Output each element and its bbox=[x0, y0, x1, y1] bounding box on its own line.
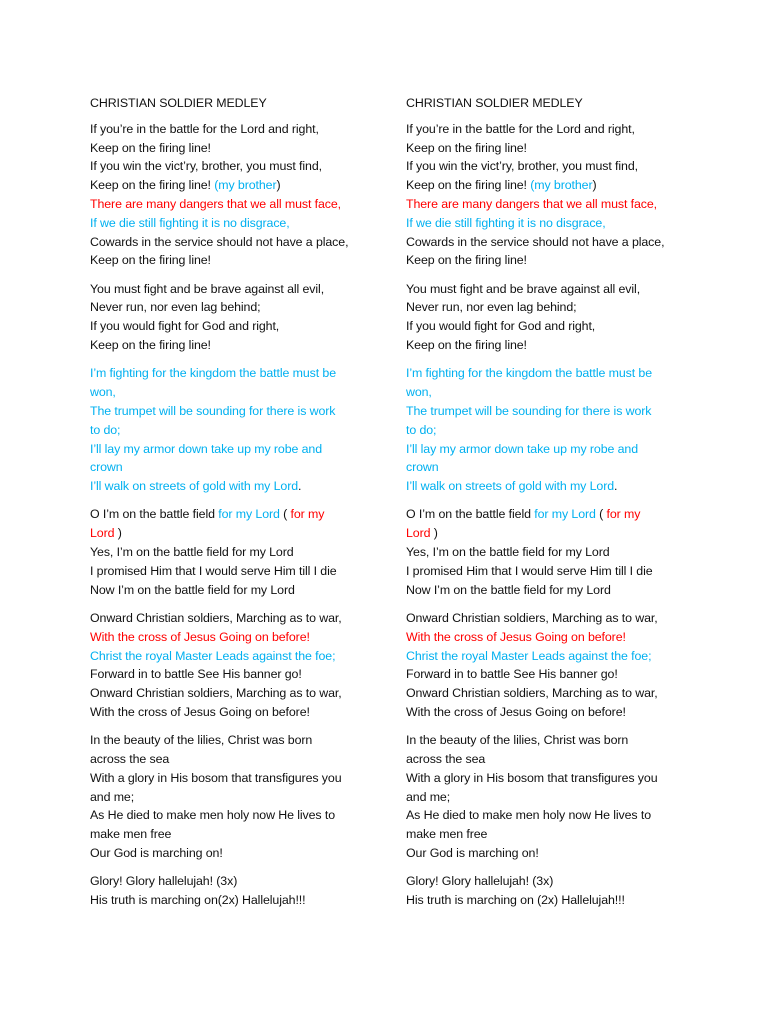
stanza bbox=[90, 505, 390, 599]
lyric-line bbox=[90, 769, 390, 788]
lyric-text: I promised Him that I would serve Him till I die bbox=[90, 563, 337, 578]
lyric-text: won, bbox=[90, 385, 116, 400]
lyric-text: The trumpet will be sounding for there is work bbox=[406, 403, 652, 418]
lyric-line bbox=[406, 402, 706, 421]
lyric-line bbox=[90, 251, 390, 270]
lyric-line bbox=[406, 543, 706, 562]
lyric-text: Onward Christian soldiers, Marching as to war, bbox=[406, 686, 658, 701]
lyric-text: You must fight and be brave against all evil, bbox=[90, 281, 325, 296]
lyric-text: Forward in to battle See His banner go! bbox=[406, 667, 618, 682]
lyric-line bbox=[406, 769, 706, 788]
lyric-text: I’m fighting for the kingdom the battle must be bbox=[406, 366, 652, 381]
lyric-line bbox=[406, 214, 706, 233]
lyric-text: If we die still fighting it is no disgrace, bbox=[90, 215, 290, 230]
lyric-text: There are many dangers that we all must face, bbox=[90, 196, 342, 211]
lyric-line bbox=[90, 458, 390, 477]
lyric-text: ) bbox=[114, 526, 122, 541]
lyric-line bbox=[90, 477, 390, 496]
lyric-line bbox=[406, 477, 706, 496]
lyric-line bbox=[406, 336, 706, 355]
lyric-line bbox=[406, 750, 706, 769]
lyric-text: Onward Christian soldiers, Marching as to war, bbox=[406, 610, 658, 625]
lyric-text: I’ll lay my armor down take up my robe and bbox=[90, 441, 323, 456]
stanza bbox=[90, 731, 390, 863]
lyric-text: The trumpet will be sounding for there is work bbox=[90, 403, 336, 418]
lyric-line bbox=[406, 562, 706, 581]
lyric-line bbox=[406, 364, 706, 383]
lyric-text: (my brother bbox=[530, 178, 593, 193]
stanza-list bbox=[90, 120, 390, 910]
lyric-line bbox=[406, 120, 706, 139]
lyric-line bbox=[90, 750, 390, 769]
lyric-text: (my brother bbox=[214, 178, 277, 193]
stanza-list bbox=[406, 120, 706, 910]
lyric-text: If you win the vict’ry, brother, you must find, bbox=[406, 159, 638, 174]
lyric-text: make men free bbox=[406, 827, 488, 842]
lyric-line bbox=[406, 731, 706, 750]
lyric-line bbox=[406, 195, 706, 214]
lyric-text: With the cross of Jesus Going on before! bbox=[406, 704, 626, 719]
lyric-line bbox=[90, 383, 390, 402]
lyric-text: His truth is marching on(2x) Hallelujah!!! bbox=[90, 893, 306, 908]
lyric-text: Never run, nor even lag behind; bbox=[90, 300, 261, 315]
lyric-line bbox=[406, 139, 706, 158]
lyric-text: ) bbox=[592, 178, 597, 193]
lyric-line bbox=[90, 609, 390, 628]
lyric-text: I’ll walk on streets of gold with my Lord bbox=[406, 479, 615, 494]
lyric-line bbox=[90, 684, 390, 703]
lyric-line bbox=[406, 383, 706, 402]
lyric-line bbox=[406, 891, 706, 910]
stanza bbox=[90, 609, 390, 722]
lyric-text: O I’m on the battle field bbox=[406, 507, 535, 522]
lyric-line bbox=[90, 891, 390, 910]
lyric-line bbox=[406, 176, 706, 195]
stanza bbox=[90, 872, 390, 910]
lyric-line bbox=[406, 505, 706, 524]
lyric-line bbox=[406, 298, 706, 317]
lyric-text: Glory! Glory hallelujah! (3x) bbox=[90, 874, 238, 889]
stanza bbox=[406, 609, 706, 722]
lyric-line bbox=[406, 788, 706, 807]
lyric-line bbox=[90, 402, 390, 421]
lyric-text: crown bbox=[90, 460, 123, 475]
lyric-line bbox=[90, 562, 390, 581]
lyric-text: Onward Christian soldiers, Marching as to war, bbox=[90, 686, 342, 701]
lyric-text: across the sea bbox=[406, 752, 486, 766]
lyric-text: ) bbox=[430, 526, 438, 541]
lyric-line bbox=[406, 251, 706, 270]
lyric-line bbox=[406, 628, 706, 647]
lyric-text: to do; bbox=[90, 422, 121, 437]
lyric-text: Cowards in the service should not have a place, bbox=[406, 234, 665, 249]
lyric-line bbox=[90, 336, 390, 355]
lyric-text: . bbox=[298, 479, 302, 494]
lyric-text: If you would fight for God and right, bbox=[406, 319, 596, 334]
lyric-text: You must fight and be brave against all evil, bbox=[406, 281, 641, 296]
lyric-line bbox=[90, 543, 390, 562]
lyric-text: Our God is marching on! bbox=[406, 845, 539, 860]
lyric-text: won, bbox=[406, 385, 432, 400]
lyric-line bbox=[90, 806, 390, 825]
lyric-text: I’ll lay my armor down take up my robe and bbox=[406, 441, 639, 456]
lyric-line bbox=[406, 609, 706, 628]
lyric-text: make men free bbox=[90, 827, 172, 842]
lyric-line bbox=[90, 233, 390, 252]
lyric-text: Keep on the firing line! bbox=[406, 338, 527, 353]
lyric-line bbox=[90, 581, 390, 600]
lyric-line bbox=[406, 233, 706, 252]
lyric-text: With the cross of Jesus Going on before! bbox=[90, 704, 310, 719]
stanza bbox=[406, 731, 706, 863]
lyric-text: Never run, nor even lag behind; bbox=[406, 300, 577, 315]
lyric-text: As He died to make men holy now He lives to bbox=[90, 808, 336, 823]
lyric-text: and me; bbox=[406, 789, 451, 804]
lyric-text: I promised Him that I would serve Him till I die bbox=[406, 563, 653, 578]
lyric-text: Christ the royal Master Leads against the foe; bbox=[90, 648, 336, 663]
lyric-line bbox=[90, 647, 390, 666]
lyric-line bbox=[90, 505, 390, 524]
lyric-text: Lord bbox=[90, 526, 115, 541]
lyric-line bbox=[90, 628, 390, 647]
lyric-text: Forward in to battle See His banner go! bbox=[90, 667, 302, 682]
lyric-line bbox=[90, 364, 390, 383]
lyric-line bbox=[406, 872, 706, 891]
stanza bbox=[406, 120, 706, 270]
lyric-text: crown bbox=[406, 460, 439, 475]
lyric-line bbox=[90, 120, 390, 139]
lyric-text: for my Lord bbox=[534, 507, 596, 522]
lyric-line bbox=[406, 157, 706, 176]
stanza bbox=[90, 280, 390, 355]
lyric-text: Keep on the firing line! bbox=[406, 178, 531, 193]
lyric-text: If you would fight for God and right, bbox=[90, 319, 280, 334]
stanza bbox=[406, 364, 706, 496]
lyric-text: With the cross of Jesus Going on before! bbox=[406, 629, 626, 644]
lyric-line bbox=[406, 806, 706, 825]
lyric-line bbox=[90, 788, 390, 807]
lyric-text: . bbox=[614, 479, 618, 494]
lyric-line bbox=[406, 665, 706, 684]
lyric-line bbox=[406, 317, 706, 336]
lyric-line bbox=[406, 684, 706, 703]
lyric-line bbox=[406, 280, 706, 299]
lyric-text: In the beauty of the lilies, Christ was born bbox=[90, 733, 313, 748]
lyric-text: Keep on the firing line! bbox=[406, 140, 527, 155]
lyric-line bbox=[90, 139, 390, 158]
lyric-text: for my Lord bbox=[218, 507, 280, 522]
lyric-text: If we die still fighting it is no disgrace, bbox=[406, 215, 606, 230]
lyric-line bbox=[90, 731, 390, 750]
lyric-line bbox=[90, 421, 390, 440]
lyric-text: I’m fighting for the kingdom the battle must be bbox=[90, 366, 336, 381]
lyric-text: Lord bbox=[406, 526, 431, 541]
lyric-line bbox=[90, 317, 390, 336]
lyric-line bbox=[406, 458, 706, 477]
lyric-text: Keep on the firing line! bbox=[90, 140, 211, 155]
stanza bbox=[90, 364, 390, 496]
lyric-line bbox=[90, 872, 390, 891]
stanza bbox=[90, 120, 390, 270]
lyric-line bbox=[406, 844, 706, 863]
stanza bbox=[406, 280, 706, 355]
lyric-line bbox=[90, 176, 390, 195]
lyric-line bbox=[406, 647, 706, 666]
lyric-text: and me; bbox=[90, 789, 135, 804]
lyric-line bbox=[90, 844, 390, 863]
lyric-line bbox=[90, 298, 390, 317]
lyric-line bbox=[90, 214, 390, 233]
lyric-text: Keep on the firing line! bbox=[90, 178, 215, 193]
lyric-line bbox=[90, 440, 390, 459]
lyric-text: Yes, I’m on the battle field for my Lord bbox=[406, 545, 610, 560]
lyric-line bbox=[90, 825, 390, 844]
lyric-text: With a glory in His bosom that transfigures you bbox=[90, 770, 342, 785]
lyric-text: I’ll walk on streets of gold with my Lord bbox=[90, 479, 299, 494]
lyric-line bbox=[406, 421, 706, 440]
lyric-line bbox=[406, 581, 706, 600]
lyric-text: There are many dangers that we all must face, bbox=[406, 196, 658, 211]
stanza bbox=[406, 505, 706, 599]
lyric-text: Onward Christian soldiers, Marching as to war, bbox=[90, 610, 342, 625]
song-title: CHRISTIAN SOLDIER MEDLEY bbox=[406, 96, 583, 110]
lyric-line bbox=[406, 524, 706, 543]
lyric-text: ) bbox=[276, 178, 281, 193]
lyric-text: Keep on the firing line! bbox=[90, 338, 211, 353]
lyrics-column-left bbox=[90, 94, 390, 919]
lyric-text: for my bbox=[606, 507, 641, 522]
lyric-text: If you win the vict’ry, brother, you must find, bbox=[90, 159, 322, 174]
stanza bbox=[406, 872, 706, 910]
lyric-text: Yes, I’m on the battle field for my Lord bbox=[90, 545, 294, 560]
lyric-text: Keep on the firing line! bbox=[406, 253, 527, 268]
lyrics-column-right bbox=[406, 94, 706, 919]
lyric-text: If you’re in the battle for the Lord and right, bbox=[90, 121, 319, 136]
lyric-line bbox=[90, 703, 390, 722]
lyric-text: With the cross of Jesus Going on before! bbox=[90, 629, 310, 644]
lyric-text: Now I’m on the battle field for my Lord bbox=[406, 582, 611, 597]
lyric-text: With a glory in His bosom that transfigures you bbox=[406, 770, 658, 785]
lyric-line bbox=[406, 825, 706, 844]
lyric-text: O I’m on the battle field bbox=[90, 507, 219, 522]
lyric-line bbox=[406, 440, 706, 459]
lyric-line bbox=[90, 524, 390, 543]
lyric-line bbox=[90, 665, 390, 684]
lyric-text: His truth is marching on (2x) Hallelujah!!! bbox=[406, 893, 625, 908]
lyric-line bbox=[406, 703, 706, 722]
lyric-text: to do; bbox=[406, 422, 437, 437]
lyric-text: across the sea bbox=[90, 752, 170, 766]
lyric-text: for my bbox=[290, 507, 325, 522]
lyric-line bbox=[90, 195, 390, 214]
lyric-text: Keep on the firing line! bbox=[90, 253, 211, 268]
lyric-text: Glory! Glory hallelujah! (3x) bbox=[406, 874, 554, 889]
lyric-text: In the beauty of the lilies, Christ was born bbox=[406, 733, 629, 748]
lyric-text: ( bbox=[279, 507, 291, 522]
lyric-text: Cowards in the service should not have a place, bbox=[90, 234, 349, 249]
lyric-text: Christ the royal Master Leads against the foe; bbox=[406, 648, 652, 663]
lyric-text: ( bbox=[595, 507, 607, 522]
lyric-text: As He died to make men holy now He lives to bbox=[406, 808, 652, 823]
song-title: CHRISTIAN SOLDIER MEDLEY bbox=[90, 96, 267, 110]
lyric-line bbox=[90, 280, 390, 299]
lyric-text: Our God is marching on! bbox=[90, 845, 223, 860]
lyric-text: Now I’m on the battle field for my Lord bbox=[90, 582, 295, 597]
lyric-line bbox=[90, 157, 390, 176]
lyric-text: If you’re in the battle for the Lord and right, bbox=[406, 121, 635, 136]
